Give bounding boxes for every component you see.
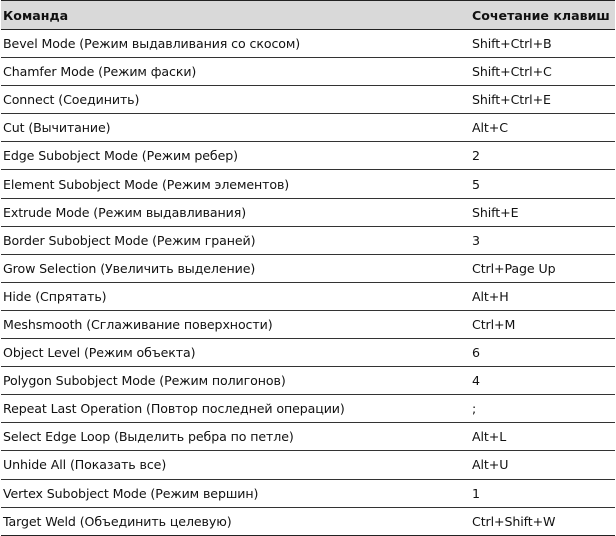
shortcut-cell: Shift+Ctrl+E	[470, 86, 615, 114]
header-row	[1, 1, 615, 30]
command-cell: Bevel Mode (Режим выдавливания со скосом)	[1, 30, 470, 58]
table-row	[1, 30, 615, 58]
command-cell: Select Edge Loop (Выделить ребра по петле)	[1, 423, 470, 451]
table-row	[1, 170, 615, 198]
table-row	[1, 254, 615, 282]
table-body	[1, 30, 615, 536]
command-cell: Unhide All (Показать все)	[1, 451, 470, 479]
table-row	[1, 451, 615, 479]
shortcut-cell: Ctrl+Page Up	[470, 254, 615, 282]
table-row	[1, 423, 615, 451]
command-cell: Border Subobject Mode (Режим граней)	[1, 226, 470, 254]
table-row	[1, 58, 615, 86]
command-cell: Object Level (Режим объекта)	[1, 339, 470, 367]
command-cell: Edge Subobject Mode (Режим ребер)	[1, 142, 470, 170]
shortcut-cell: Alt+C	[470, 114, 615, 142]
shortcut-cell: ;	[470, 395, 615, 423]
shortcut-cell: 2	[470, 142, 615, 170]
command-cell: Target Weld (Объединить целевую)	[1, 507, 470, 535]
shortcut-cell: 1	[470, 479, 615, 507]
shortcuts-table-container	[1, 0, 615, 533]
table-row	[1, 142, 615, 170]
table-row	[1, 507, 615, 535]
command-cell: Meshsmooth (Сглаживание поверхности)	[1, 310, 470, 338]
header-command: Команда	[1, 1, 470, 30]
shortcut-cell: 4	[470, 367, 615, 395]
command-cell: Extrude Mode (Режим выдавливания)	[1, 198, 470, 226]
shortcut-cell: 6	[470, 339, 615, 367]
command-cell: Hide (Спрятать)	[1, 282, 470, 310]
table-row	[1, 367, 615, 395]
table-row	[1, 479, 615, 507]
table-row	[1, 339, 615, 367]
table-row	[1, 395, 615, 423]
table-row	[1, 226, 615, 254]
table-row	[1, 310, 615, 338]
shortcut-cell: Alt+H	[470, 282, 615, 310]
shortcut-cell: Alt+U	[470, 451, 615, 479]
table-row	[1, 282, 615, 310]
command-cell: Element Subobject Mode (Режим элементов)	[1, 170, 470, 198]
table-row	[1, 86, 615, 114]
command-cell: Vertex Subobject Mode (Режим вершин)	[1, 479, 470, 507]
command-cell: Grow Selection (Увеличить выделение)	[1, 254, 470, 282]
table-header	[1, 1, 615, 30]
shortcut-cell: 5	[470, 170, 615, 198]
shortcut-cell: Ctrl+M	[470, 310, 615, 338]
command-cell: Connect (Соединить)	[1, 86, 470, 114]
shortcut-cell: Alt+L	[470, 423, 615, 451]
shortcut-cell: Shift+E	[470, 198, 615, 226]
shortcut-cell: 3	[470, 226, 615, 254]
shortcuts-table	[1, 0, 615, 536]
command-cell: Chamfer Mode (Режим фаски)	[1, 58, 470, 86]
shortcut-cell: Ctrl+Shift+W	[470, 507, 615, 535]
command-cell: Polygon Subobject Mode (Режим полигонов)	[1, 367, 470, 395]
command-cell: Repeat Last Operation (Повтор последней операции)	[1, 395, 470, 423]
header-shortcut: Сочетание клавиш	[470, 1, 615, 30]
shortcut-cell: Shift+Ctrl+B	[470, 30, 615, 58]
table-row	[1, 114, 615, 142]
shortcut-cell: Shift+Ctrl+C	[470, 58, 615, 86]
table-row	[1, 198, 615, 226]
command-cell: Cut (Вычитание)	[1, 114, 470, 142]
